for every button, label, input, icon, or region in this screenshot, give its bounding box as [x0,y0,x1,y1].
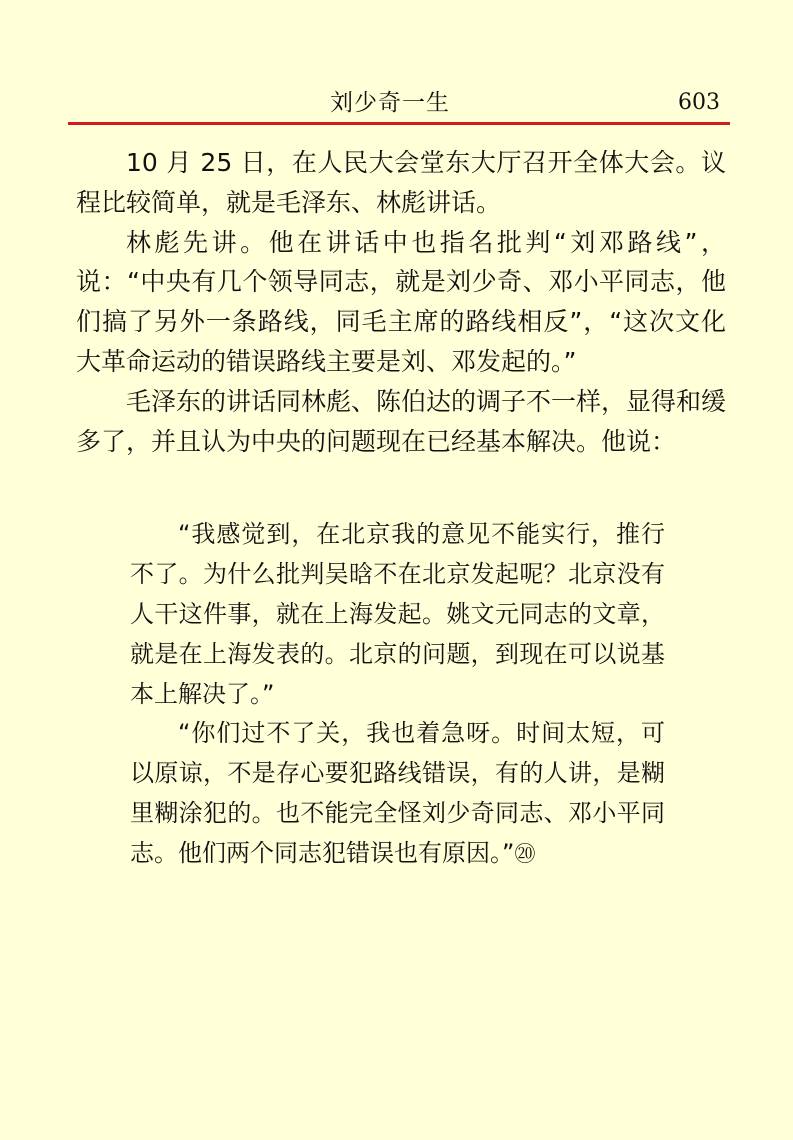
page-body [76,143,726,1083]
book-title: 刘少奇一生 [330,90,450,116]
page-number: 603 [678,90,720,115]
quote-text: “你们过不了关，我也着急呀。时间太短，可以原谅，不是存心要犯路线错误，有的人讲，是糊里糊涂犯的。也不能完全怪刘少奇同志、邓小平同志。他们两个同志犯错误也有原因。” [130,719,665,867]
quote-paragraph: “我感觉到，在北京我的意见不能实行，推行不了。为什么批判吴晗不在北京发起呢？北京没有人干这件事，就在上海发起。姚文元同志的文章，就是在上海发表的。北京的问题，到现在可以说基本上解决了。” [130,520,665,708]
footnote-reference[interactable]: ⑳ [514,841,536,866]
paragraph: 林彪先讲。他在讲话中也指名批判“刘邓路线”，说：“中央有几个领导同志，就是刘少奇、邓小平同志，他们搞了另外一条路线，同毛主席的路线相反”，“这次文化大革命运动的错误路线主要是刘、邓发起的。” [76,227,726,376]
quote-paragraph [130,714,665,874]
quote-block [130,515,665,874]
header-rule [68,122,730,125]
paragraph: 毛泽东的讲话同林彪、陈伯达的调子不一样，显得和缓多了，并且认为中央的问题现在已经基本解决。他说： [76,386,727,456]
paragraph: 10 月 25 日，在人民大会堂东大厅召开全体大会。议程比较简单，就是毛泽东、林彪讲话。 [76,148,726,217]
